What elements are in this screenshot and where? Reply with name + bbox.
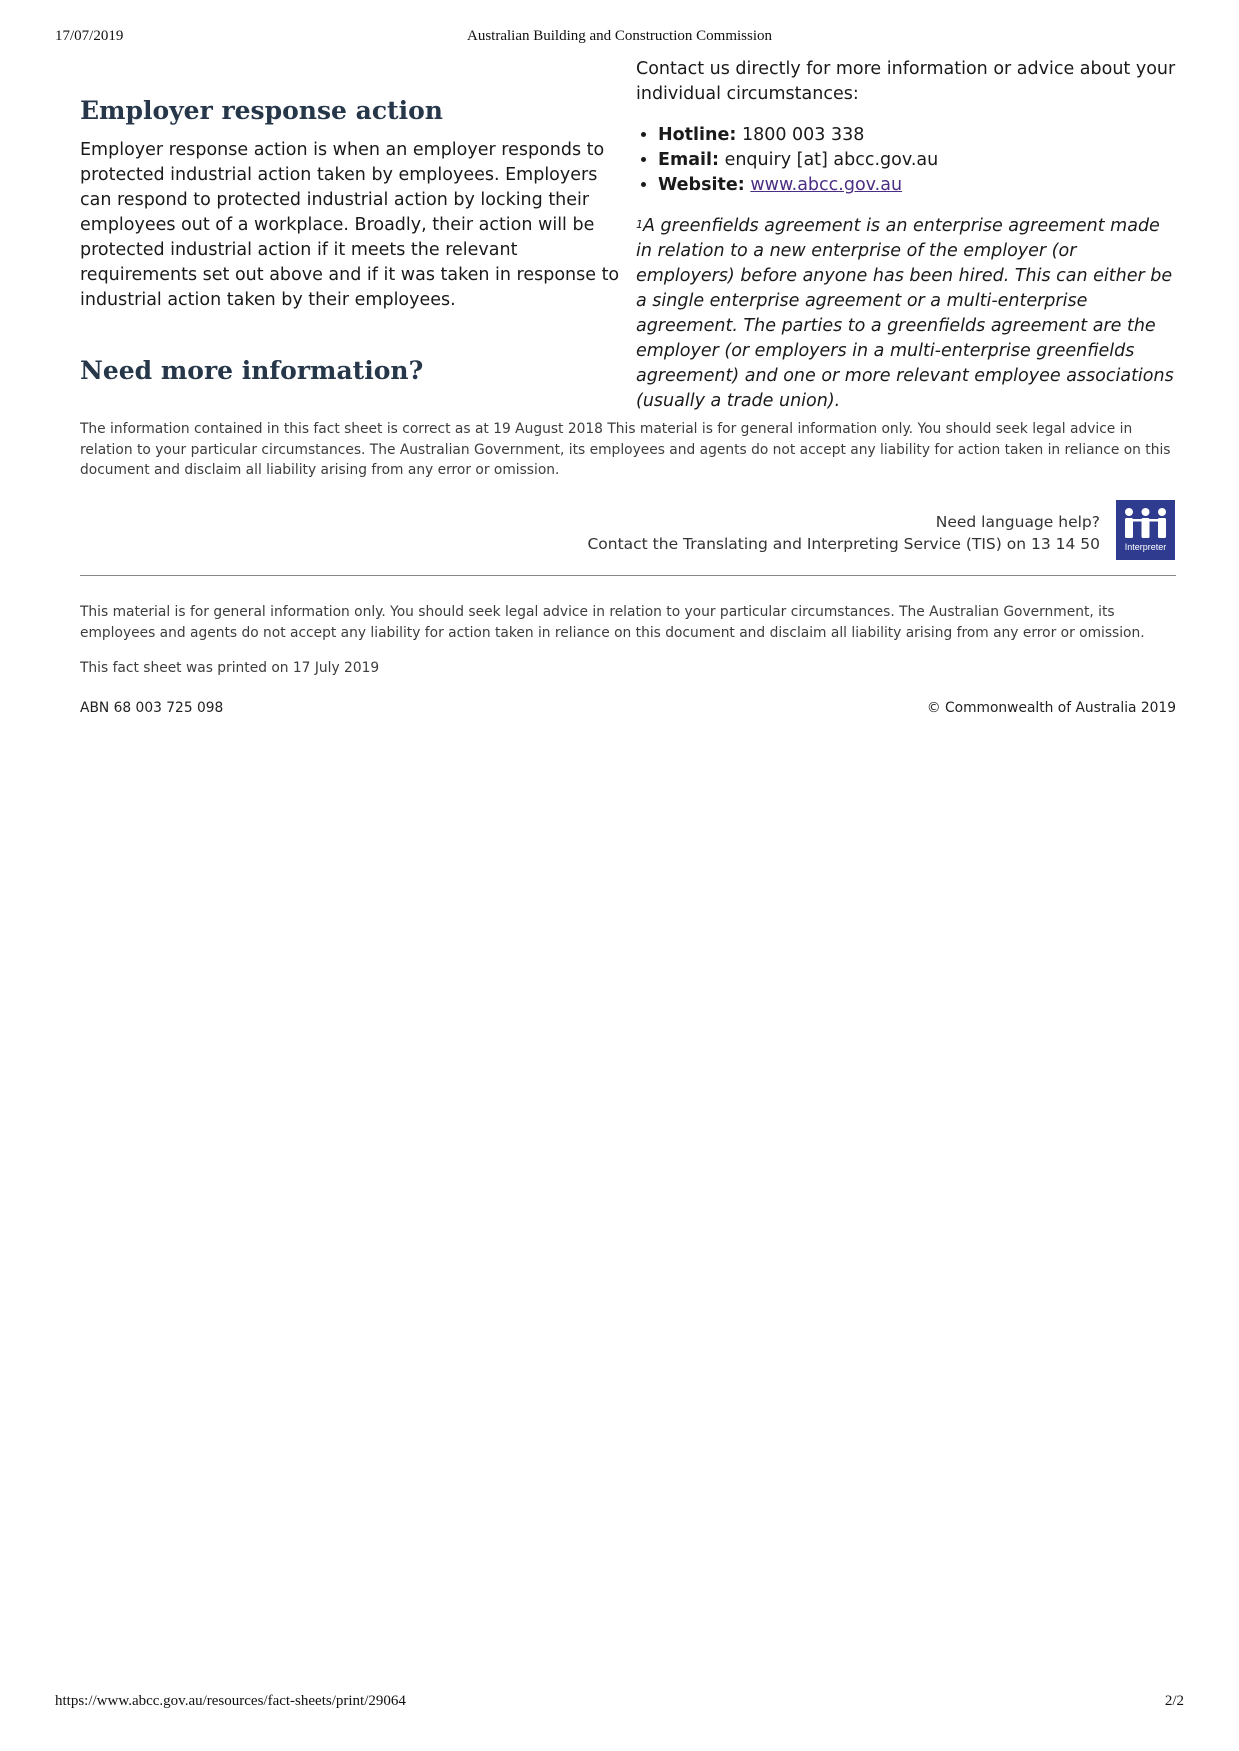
language-help-line2: Contact the Translating and Interpreting Service (TIS) on 13 14 50: [587, 535, 1100, 553]
employer-response-paragraph: Employer response action is when an employer responds to protected industrial action taken by employees. Employers can respond to protected industrial action by locking their employees out of a workplace. Broadly, their action will be protected industrial action if it meets the relevant requirements set out above and if it was taken in response to industrial action taken by their employees.: [80, 139, 620, 310]
greenfields-footnote: [636, 214, 1176, 414]
print-url: https://www.abcc.gov.au/resources/fact-sheets/print/29064: [55, 1693, 406, 1709]
language-help: [520, 511, 1100, 555]
print-date: 17/07/2019: [55, 28, 124, 44]
left-column: [80, 95, 620, 387]
hotline-value: 1800 003 338: [741, 125, 865, 145]
hotline-label: Hotline:: [658, 125, 737, 145]
contact-website: [658, 173, 1176, 198]
interpreter-figures-icon: [1120, 507, 1171, 539]
fact-sheet-disclaimer: The information contained in this fact sheet is correct as at 19 August 2018 This material is for general information only. You should seek legal advice in relation to your particular circumstances. The Australian Government, its employees and agents do not accept any liability for action taken in reliance on this document and disclaim all liability arising from any error or omission.: [80, 421, 1171, 478]
page-count: 2/2: [1164, 1693, 1184, 1709]
print-site-title: Australian Building and Construction Commission: [467, 28, 772, 44]
contact-email: [658, 148, 1176, 173]
contact-list: [636, 123, 1176, 198]
footnote-marker: 1: [636, 218, 643, 231]
print-footer: [55, 1693, 1184, 1717]
contact-intro: Contact us directly for more information or advice about your individual circumstances:: [636, 59, 1176, 104]
printed-date-notice: This fact sheet was printed on 17 July 2019: [80, 660, 380, 676]
website-link[interactable]: www.abcc.gov.au: [750, 175, 903, 195]
copyright-notice: © Commonwealth of Australia 2019: [926, 700, 1176, 716]
website-label: Website:: [658, 175, 745, 195]
general-information-notice: This material is for general information only. You should seek legal advice in relation to your particular circumstances. The Australian Government, its employees and agents do not accept any liability for action taken in reliance on this document and disclaim all liability arising from any error or omission.: [80, 604, 1145, 641]
interpreter-label: Interpreter: [1124, 542, 1167, 552]
abn-number: ABN 68 003 725 098: [80, 700, 224, 716]
email-label: Email:: [658, 150, 719, 170]
heading-employer-response-action: Employer response action: [80, 96, 443, 125]
right-column: [636, 57, 1176, 414]
email-value: enquiry [at] abcc.gov.au: [724, 150, 939, 170]
contact-hotline: [658, 123, 1176, 148]
print-header: [55, 28, 1184, 52]
footer-divider: [80, 575, 1176, 576]
language-help-line1: Need language help?: [935, 513, 1100, 531]
interpreter-icon: [1116, 500, 1175, 560]
heading-need-more-information: Need more information?: [80, 355, 424, 385]
footnote-text: A greenfields agreement is an enterprise agreement made in relation to a new enterprise of the employer (or employers) before anyone has been hired. This can either be a single enterprise agreement or a multi-enterprise agreement. The parties to a greenfields agreement are the employer (or employers in a multi-enterprise greenfields agreement) and one or more relevant employee associations (usually a trade union).: [636, 216, 1174, 411]
